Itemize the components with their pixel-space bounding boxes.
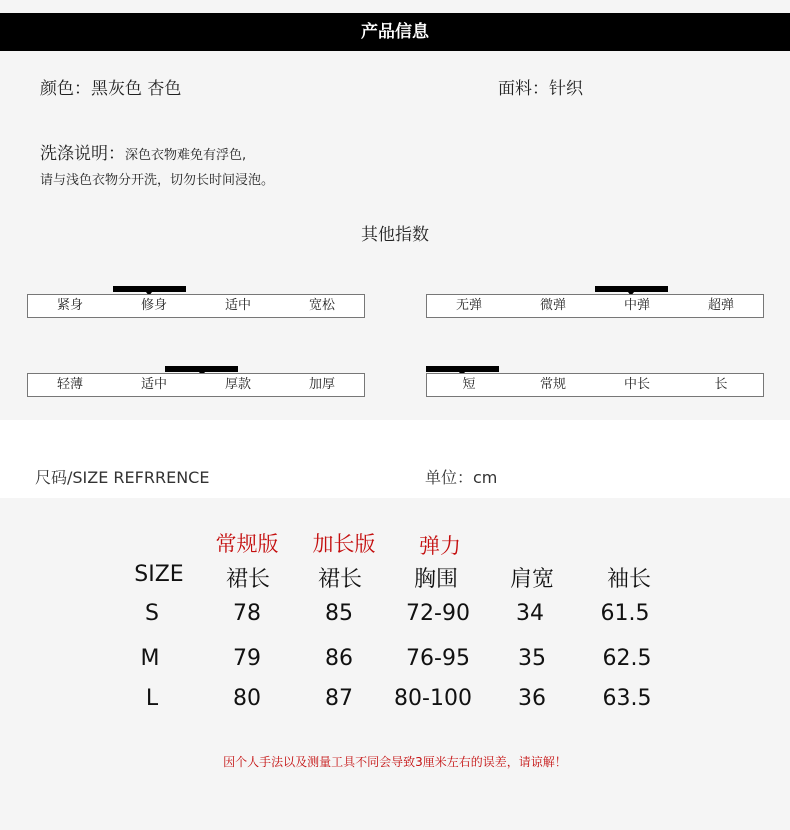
color-label: 颜色： [40,79,91,99]
table-row-size: L [145,686,159,711]
length-option: 长 [714,377,728,392]
color-value: 黑灰色 杏色 [91,79,182,99]
size-reference-title: 尺码/SIZE REFRRENCE [35,468,210,487]
table-cell: 76-95 [406,646,470,671]
fit-scale [27,294,365,318]
header-regular-length: 裙长 [225,567,270,592]
fabric-info [498,74,583,99]
length-option: 常规 [539,377,566,392]
fit-option: 紧身 [56,298,83,313]
fabric-value: 针织 [549,79,583,99]
elasticity-option: 微弹 [539,298,566,313]
table-cell: 36 [518,686,546,711]
elasticity-scale [426,294,764,318]
table-cell: 72-90 [406,601,470,626]
fit-option-selected: 修身 [140,298,167,313]
table-row-size: M [140,646,160,671]
regular-version-tag: 常规版 [215,532,279,556]
thickness-option: 轻薄 [56,377,83,392]
header-size: SIZE [134,562,184,587]
length-scale [426,373,764,397]
table-cell: 80 [233,686,261,711]
stretch-tag: 弹力 [419,534,461,558]
measurement-note: 因个人手法以及测量工具不同会导致3厘米左右的误差，请谅解！ [223,755,567,769]
table-cell: 62.5 [602,646,652,671]
table-cell: 63.5 [602,686,652,711]
fit-option: 宽松 [308,298,335,313]
table-cell: 87 [325,686,353,711]
wash-line-2: 请与浅色衣物分开洗，切勿长时间浸泡。 [40,173,275,188]
table-cell: 86 [325,646,353,671]
table-cell: 80-100 [394,686,472,711]
wash-line-1: 深色衣物难免有浮色, [125,148,247,163]
page-title: 产品信息 [0,13,790,51]
long-version-tag: 加长版 [312,532,376,556]
fit-option: 适中 [224,298,251,313]
header-bust: 胸围 [413,567,458,592]
header-sleeve: 袖长 [606,567,651,592]
size-unit: 单位：cm [425,468,498,487]
table-cell: 78 [233,601,261,626]
table-cell: 35 [518,646,546,671]
table-cell: 85 [325,601,353,626]
header-long-length: 裙长 [317,567,362,592]
color-info [40,74,181,99]
header-shoulder: 肩宽 [509,567,554,592]
table-cell: 61.5 [600,601,650,626]
table-cell: 34 [516,601,544,626]
wash-label: 洗涤说明： [40,144,125,164]
indexes-title: 其他指数 [361,225,429,245]
table-row-size: S [145,601,159,626]
thickness-option: 加厚 [308,377,335,392]
elasticity-option-selected: 中弹 [623,298,650,313]
thickness-scale [27,373,365,397]
wash-instructions [40,139,246,164]
elasticity-option: 超弹 [707,298,734,313]
table-cell: 79 [233,646,261,671]
elasticity-option: 无弹 [455,298,482,313]
fabric-label: 面料： [498,79,549,99]
length-option: 中长 [623,377,650,392]
thickness-option: 厚款 [224,377,251,392]
length-option-selected: 短 [462,377,476,392]
thickness-option-selected: 适中 [140,377,167,392]
